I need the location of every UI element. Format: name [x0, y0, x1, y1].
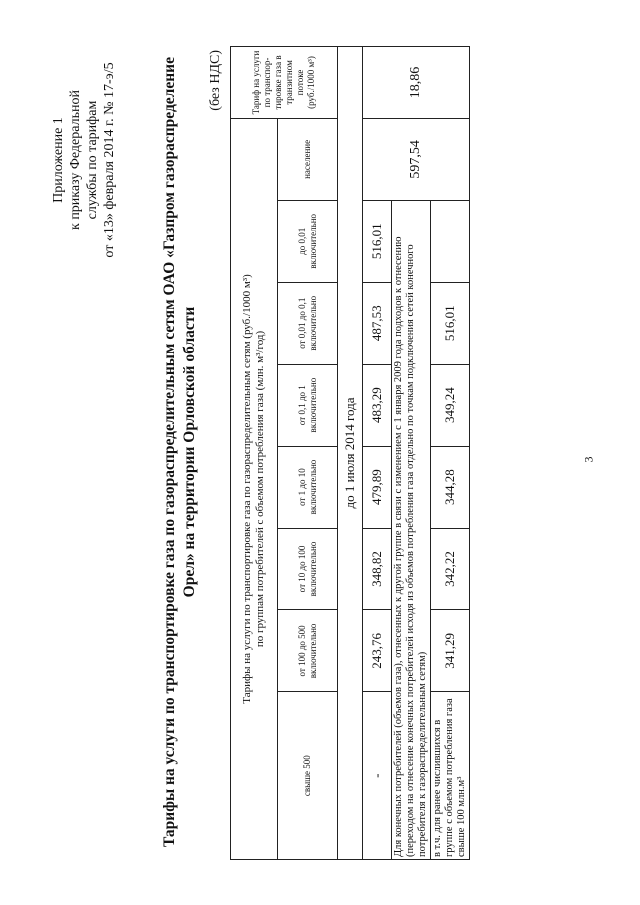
table-cell: 348,82: [363, 528, 392, 610]
table-cell: 344,28: [431, 446, 470, 528]
document-title: [160, 42, 200, 862]
col-header: свыше 500: [278, 692, 338, 860]
appendix-block: [50, 30, 118, 290]
table-cell: -: [363, 692, 392, 860]
table-cell: 483,29: [363, 364, 392, 446]
table-cell: 243,76: [363, 610, 392, 692]
period-label: до 1 июля 2014 года: [338, 47, 363, 860]
rotated-sheet: [40, 22, 600, 882]
tariff-table: [230, 46, 470, 860]
table-cell: 479,89: [363, 446, 392, 528]
table-cell: 516,01: [431, 282, 470, 364]
table-cell: 516,01: [363, 200, 392, 282]
subrow-label: в т.ч. для ранее числившихся в группе с объемом потребления газа свыше 100 млн.м³: [431, 692, 470, 860]
page-number: 3: [581, 456, 596, 463]
population-value: 597,54: [363, 118, 470, 200]
col-header: от 100 до 500 включительно: [278, 610, 338, 692]
main-header-line-2: по группам потребителей с объемом потребления газа (млн. м³/год): [254, 330, 266, 648]
col-header: от 1 до 10 включительно: [278, 446, 338, 528]
transit-header: Тариф на услуги по транспор-тировке газа в транзитном потоке (руб./1000 м³): [231, 47, 338, 119]
appendix-line-4: от «13» февраля 2014 г. № 17-э/5: [102, 62, 117, 258]
title-line-1: Тарифы на услуги по транспортировке газа по газораспределительным сетям ОАО «Газпром газораспределение: [161, 57, 178, 848]
col-header: от 10 до 100 включительно: [278, 528, 338, 610]
title-line-2: Орел» на территории Орловской области: [181, 306, 198, 598]
table-cell: 487,53: [363, 282, 392, 364]
col-header: до 0,01 включительно: [278, 200, 338, 282]
vat-note: (без НДС): [208, 50, 223, 111]
col-header: от 0,1 до 1 включительно: [278, 364, 338, 446]
table-cell: 341,29: [431, 610, 470, 692]
appendix-line-3: службы по тарифам: [85, 100, 100, 220]
appendix-line-2: к приказу Федеральной: [68, 90, 83, 230]
col-header: от 0,01 до 0,1 включительно: [278, 282, 338, 364]
table-cell: 349,24: [431, 364, 470, 446]
transit-value: 18,86: [363, 47, 470, 119]
table-cell: [431, 200, 470, 282]
main-header-line-1: Тарифы на услуги по транспортировке газа по газораспределительным сетям (руб./1000 м³): [241, 274, 253, 704]
appendix-line-1: Приложение 1: [51, 117, 66, 203]
table-cell: 342,22: [431, 528, 470, 610]
regroup-note: Для конечных потребителей (объемов газа), отнесенных к другой группе в связи с изменением с 1 января 2009 года подходов к отнесению (переходом на отнесение конечных потребителей исходя из объемов потребления газа отдельно по точкам подключения сетей конечного потребителя к газораспределительным сетям): [392, 200, 431, 859]
col-header: население: [278, 118, 338, 200]
main-header: [231, 118, 278, 859]
